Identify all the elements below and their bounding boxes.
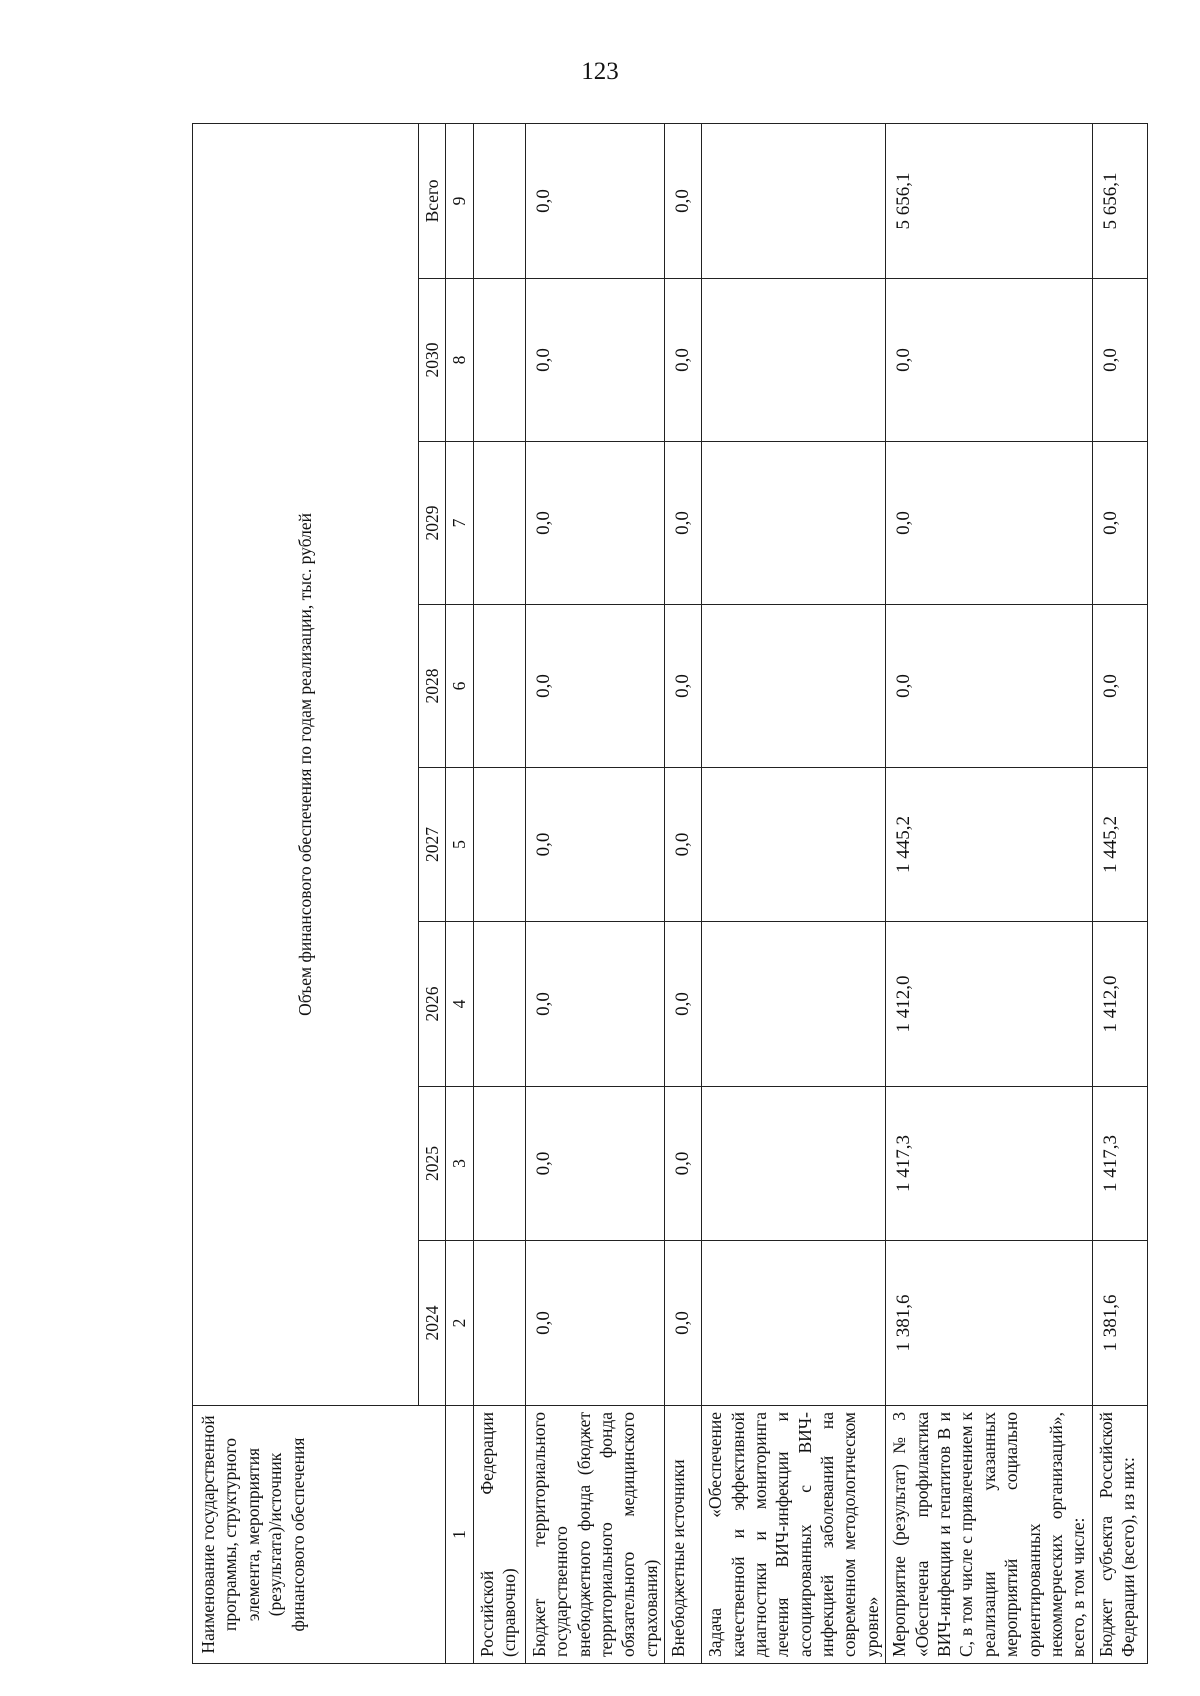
table-row [886,123,1093,1663]
value-cell: 1 417,3 [886,1087,1093,1241]
index-cell: 8 [446,279,473,442]
index-cell: 5 [446,768,473,922]
row-label: Российской Федерации (справочно) [473,1406,525,1664]
value-cell: 1 445,2 [1092,768,1147,922]
value-cell [473,1087,525,1241]
value-cell [473,279,525,442]
index-cell: 7 [446,442,473,605]
value-cell [702,123,886,278]
column-header-name: Наименование государственной программы, структурного элемента, мероприятия (результата)/источник финансового обеспечения [193,1406,446,1664]
table-row [525,123,664,1663]
value-cell: 1 412,0 [1092,922,1147,1087]
total-header: Всего [419,123,446,278]
value-cell: 0,0 [1092,279,1147,442]
value-cell [702,922,886,1087]
value-cell: 1 412,0 [886,922,1093,1087]
value-cell: 0,0 [886,279,1093,442]
value-cell: 5 656,1 [886,123,1093,278]
value-cell: 0,0 [1092,442,1147,605]
value-cell: 0,0 [665,279,702,442]
value-cell: 0,0 [665,1087,702,1241]
value-cell: 0,0 [886,442,1093,605]
value-cell: 0,0 [525,442,664,605]
rotated-table-container [192,124,1139,1664]
year-header: 2027 [419,768,446,922]
row-label: Внебюджетные источники [665,1406,702,1664]
column-header-group: Объем финансового обеспечения по годам реализации, тыс. рублей [193,123,419,1405]
row-label: Бюджет субъекта Российской Федерации (всего), из них: [1092,1406,1147,1664]
index-cell: 1 [446,1406,473,1664]
value-cell: 0,0 [525,1087,664,1241]
index-cell: 6 [446,605,473,768]
value-cell: 0,0 [665,123,702,278]
value-cell: 1 417,3 [1092,1087,1147,1241]
value-cell [473,1241,525,1406]
value-cell: 0,0 [665,442,702,605]
financing-table [192,123,1148,1664]
value-cell: 1 381,6 [1092,1241,1147,1406]
table-row [473,123,525,1663]
table-row [702,123,886,1663]
row-label: Бюджет территориального государственного внебюджетного фонда (бюджет территориального фонда обязательного медицинского страхования) [525,1406,664,1664]
index-row [446,123,473,1663]
value-cell [702,279,886,442]
value-cell [473,605,525,768]
year-header: 2026 [419,922,446,1087]
year-header: 2025 [419,1087,446,1241]
value-cell: 0,0 [665,922,702,1087]
value-cell: 0,0 [525,605,664,768]
index-cell: 4 [446,922,473,1087]
value-cell [702,1087,886,1241]
year-header: 2030 [419,279,446,442]
index-cell: 3 [446,1087,473,1241]
row-label: Мероприятие (результат) № 3 «Обеспечена профилактика ВИЧ-инфекции и гепатитов В и С, в том числе с привлечением к реализации указанных мероприятий социально ориентированных некоммерческих организаций», всего, в том числе: [886,1406,1093,1664]
value-cell: 1 445,2 [886,768,1093,922]
value-cell: 1 381,6 [886,1241,1093,1406]
year-header: 2024 [419,1241,446,1406]
index-cell: 2 [446,1241,473,1406]
value-cell [702,605,886,768]
value-cell [702,442,886,605]
table-row [1092,123,1147,1663]
value-cell: 0,0 [665,768,702,922]
value-cell [473,123,525,278]
value-cell: 0,0 [665,1241,702,1406]
value-cell [702,1241,886,1406]
value-cell: 5 656,1 [1092,123,1147,278]
value-cell: 0,0 [525,1241,664,1406]
value-cell: 0,0 [665,605,702,768]
value-cell [473,922,525,1087]
value-cell: 0,0 [1092,605,1147,768]
value-cell: 0,0 [525,123,664,278]
value-cell: 0,0 [525,922,664,1087]
value-cell: 0,0 [525,768,664,922]
value-cell [702,768,886,922]
value-cell: 0,0 [886,605,1093,768]
page-number: 123 [581,58,619,85]
index-cell: 9 [446,123,473,278]
value-cell [473,768,525,922]
table-row [665,123,702,1663]
value-cell [473,442,525,605]
year-header: 2029 [419,442,446,605]
header-row [193,123,419,1663]
year-header: 2028 [419,605,446,768]
row-label: Задача «Обеспечение качественной и эффективной диагностики и мониторинга лечения ВИЧ-инфекции и ассоциированных с ВИЧ-инфекцией заболеваний на современном методологическом уровне» [702,1406,886,1664]
value-cell: 0,0 [525,279,664,442]
